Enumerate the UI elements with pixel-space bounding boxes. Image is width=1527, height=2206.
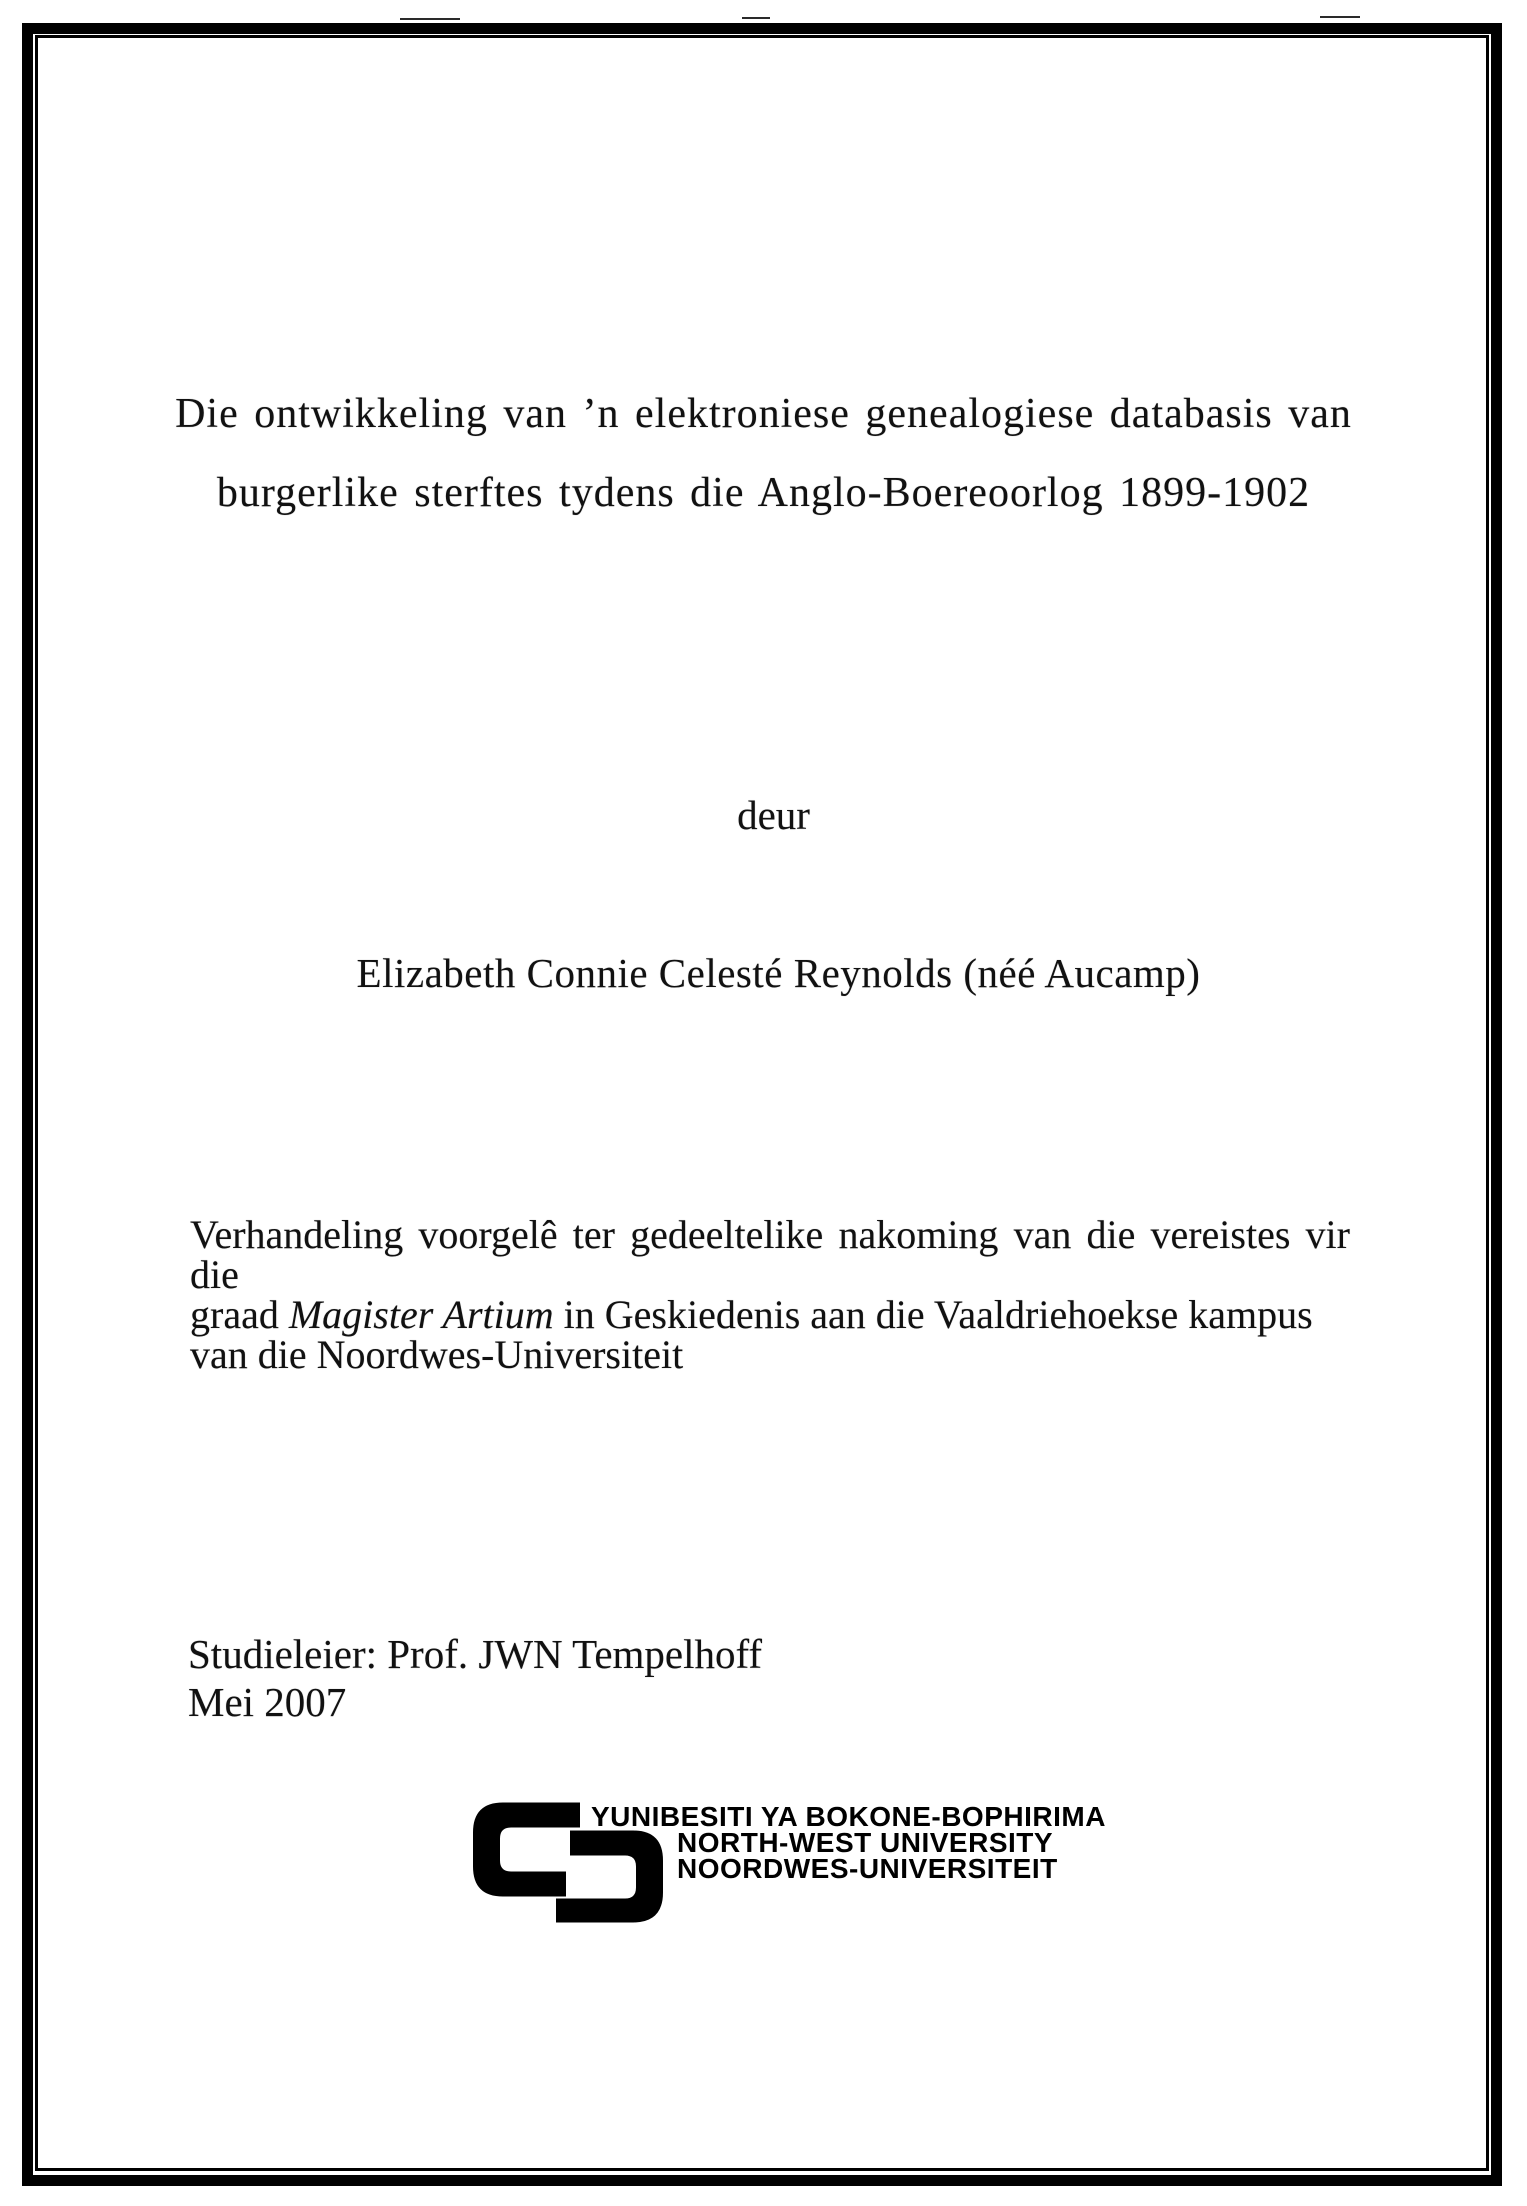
thesis-title: [140, 375, 1387, 533]
degree-description: [190, 1212, 1350, 1377]
date-line: Mei 2007: [188, 1679, 347, 1725]
degree-description-line2-post: in Geskiedenis aan die Vaaldriehoekse kampus: [553, 1292, 1313, 1337]
university-name-english: NORTH-WEST UNIVERSITY: [677, 1827, 1054, 1858]
byline-label: deur: [737, 792, 810, 838]
university-wordmark: [591, 1801, 1106, 1884]
scan-artifact: [742, 17, 770, 19]
university-name-setswana: YUNIBESITI YA BOKONE-BOPHIRIMA: [591, 1801, 1106, 1832]
thesis-title-line1: Die ontwikkeling van ’n elektroniese genealogiese databasis van: [175, 391, 1352, 437]
degree-description-line1: Verhandeling voorgelê ter gedeeltelike nakoming van die vereistes vir die: [190, 1212, 1350, 1297]
degree-description-line3: van die Noordwes-Universiteit: [190, 1332, 684, 1377]
scan-artifact: [1320, 16, 1360, 18]
thesis-title-line2: burgerlike sterftes tydens die Anglo-Boereoorlog 1899-1902: [216, 470, 1311, 516]
author-name: Elizabeth Connie Celesté Reynolds (néé Aucamp): [356, 950, 1201, 996]
degree-name-italic: Magister Artium: [288, 1292, 554, 1337]
degree-description-line2: [190, 1292, 1350, 1337]
university-name-afrikaans: NOORDWES-UNIVERSITEIT: [677, 1853, 1058, 1884]
supervisor-line: Studieleier: Prof. JWN Tempelhoff: [188, 1631, 763, 1677]
degree-description-line2-pre: graad: [190, 1292, 289, 1337]
scan-artifact: [400, 18, 460, 20]
supervisor-block: [188, 1630, 762, 1726]
